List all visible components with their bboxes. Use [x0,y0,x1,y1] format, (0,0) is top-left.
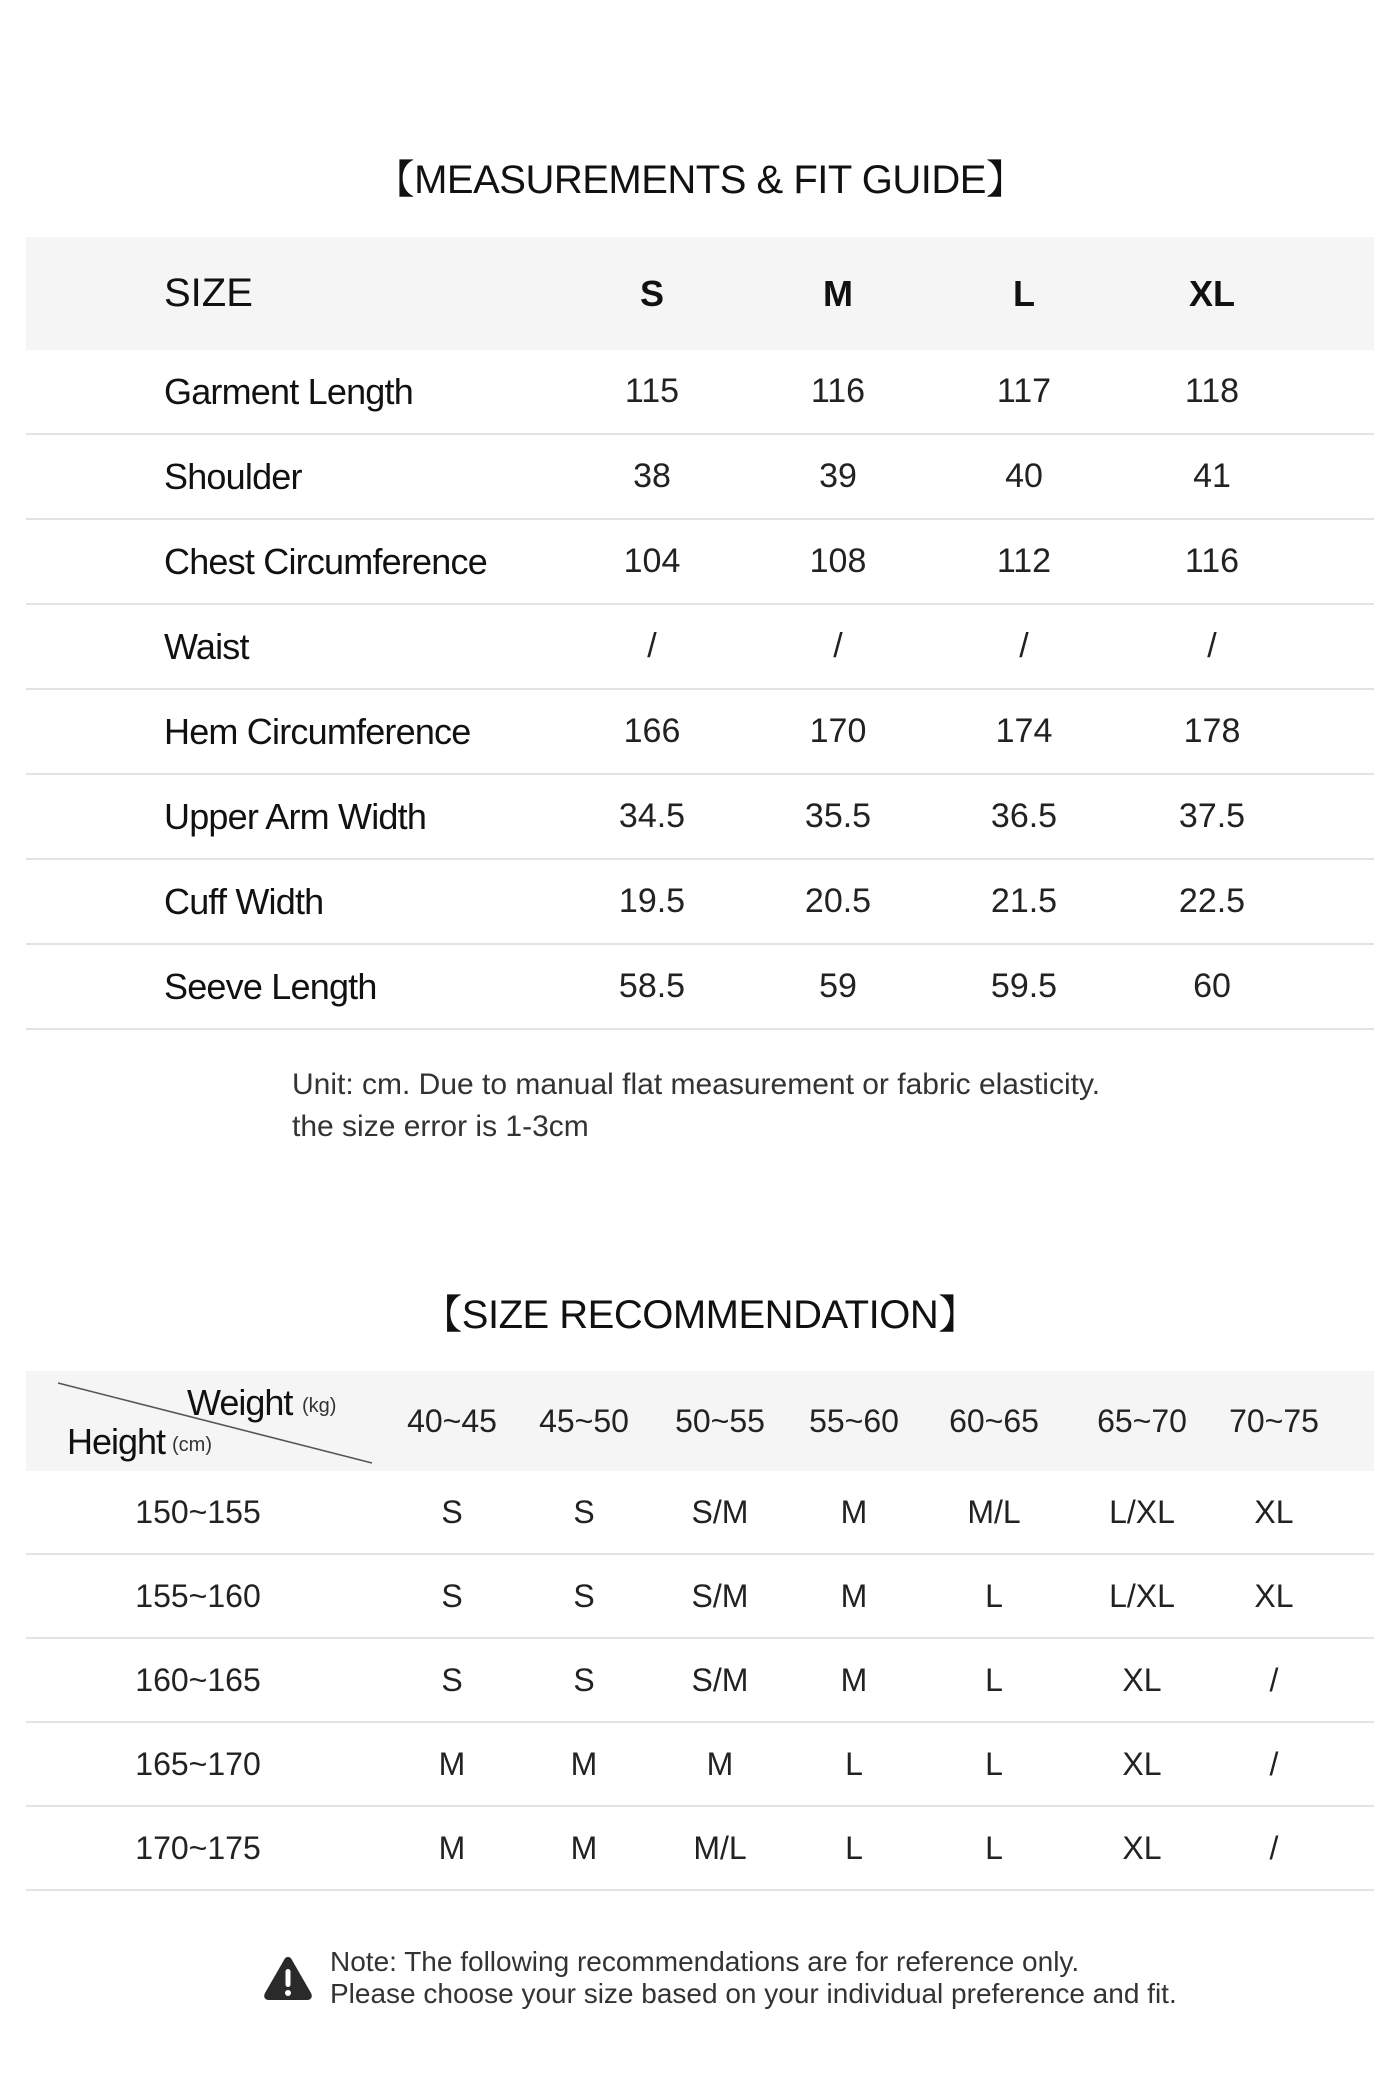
table-cell: S [441,1577,463,1614]
table-cell: 166 [623,712,681,750]
size-header-l: L [1013,272,1035,314]
table-cell: L [845,1745,863,1782]
table-cell: M/L [693,1829,747,1866]
row-label: Cuff Width [164,880,324,922]
table-cell: / [1019,627,1029,665]
height-cell: 150~155 [135,1493,261,1530]
height-unit: (cm) [172,1434,212,1456]
weight-column-header: 65~70 [1097,1402,1187,1439]
measurements-title: 【MEASUREMENTS & FIT GUIDE】 [374,158,1026,202]
table-cell: L [985,1829,1003,1866]
height-cell: 165~170 [135,1745,261,1782]
unit-note-line: the size error is 1-3cm [292,1110,589,1143]
weight-column-header: 40~45 [407,1402,497,1439]
weight-column-header: 70~75 [1229,1402,1319,1439]
table-cell: 41 [1193,457,1231,495]
row-label: Shoulder [164,455,302,497]
row-label: Seeve Length [164,965,377,1007]
table-cell: 59.5 [990,967,1058,1005]
table-cell: M/L [967,1493,1021,1530]
table-cell: L [985,1577,1003,1614]
table-row [26,1639,1374,1723]
measurements-table [26,237,1374,1030]
table-cell: S [441,1661,463,1698]
size-header-s: S [639,272,664,314]
height-label: Height [67,1421,166,1462]
table-cell: M [840,1493,868,1530]
table-cell: 174 [995,712,1053,750]
table-row [26,1471,1374,1555]
table-cell: M [840,1577,868,1614]
table-row [26,1555,1374,1639]
height-cell: 155~160 [135,1577,261,1614]
table-cell: S/M [691,1493,749,1530]
table-cell: S [441,1493,463,1530]
table-cell: 22.5 [1178,882,1246,920]
table-row [26,1807,1374,1891]
table-cell: 21.5 [990,882,1058,920]
table-cell: 112 [996,542,1052,580]
table-cell: 60 [1193,967,1231,1005]
table-cell: 170 [809,712,867,750]
table-cell: M [438,1829,466,1866]
table-cell: / [1269,1829,1279,1866]
weight-column-header: 55~60 [809,1402,899,1439]
table-cell: XL [1254,1493,1294,1530]
table-cell: 20.5 [804,882,872,920]
table-cell: / [1207,627,1217,665]
table-cell: L [985,1745,1003,1782]
recommendation-header-row [26,1371,1374,1471]
weight-column-header: 60~65 [949,1402,1039,1439]
row-label: Chest Circumference [164,540,487,582]
note-text [330,1946,1177,2010]
table-cell: 37.5 [1178,797,1246,835]
table-cell: L [845,1829,863,1866]
table-cell: XL [1122,1829,1162,1866]
table-cell: 19.5 [618,882,686,920]
table-cell: 58.5 [618,967,686,1005]
table-cell: 115 [624,372,680,410]
table-cell: 40 [1005,457,1043,495]
table-cell: XL [1122,1745,1162,1782]
table-cell: / [1269,1661,1279,1698]
table-cell: 118 [1184,372,1240,410]
table-cell: L/XL [1109,1577,1175,1614]
table-cell: L [985,1661,1003,1698]
note-line: Note: The following recommendations are for reference only. [330,1946,1080,1977]
size-header-m: M [823,272,853,314]
table-cell: 178 [1183,712,1241,750]
table-cell: L/XL [1109,1493,1175,1530]
note-line: Please choose your size based on your individual preference and fit. [330,1978,1177,2009]
table-cell: / [833,627,843,665]
table-cell: XL [1254,1577,1294,1614]
table-cell: 104 [623,542,681,580]
table-cell: S [573,1577,595,1614]
table-cell: 38 [633,457,671,495]
table-cell: 117 [996,372,1052,410]
table-cell: 108 [809,542,867,580]
table-cell: 35.5 [804,797,872,835]
table-row [26,520,1374,605]
table-cell: S/M [691,1577,749,1614]
table-cell: 116 [810,372,866,410]
table-row [26,945,1374,1030]
row-label: Hem Circumference [164,710,471,752]
table-cell: 34.5 [618,797,686,835]
row-label: Waist [164,625,249,667]
measurements-header-row [26,237,1374,350]
table-row [26,1723,1374,1807]
size-header-xl: XL [1188,272,1235,314]
weight-column-header: 50~55 [675,1402,765,1439]
size-header-label: SIZE [164,271,253,315]
table-row [26,435,1374,520]
table-row [26,860,1374,945]
table-cell: M [706,1745,734,1782]
table-cell: M [840,1661,868,1698]
height-cell: 170~175 [135,1829,261,1866]
warning-icon [262,1954,314,2002]
table-cell: / [1269,1745,1279,1782]
recommendation-table [26,1371,1374,1891]
table-row [26,350,1374,435]
row-label: Upper Arm Width [164,795,427,837]
table-cell: S [573,1661,595,1698]
table-row [26,775,1374,860]
table-cell: 36.5 [990,797,1058,835]
unit-note [292,1064,1100,1148]
table-cell: 116 [1184,542,1240,580]
table-cell: M [438,1745,466,1782]
table-cell: 39 [819,457,857,495]
table-cell: / [647,627,657,665]
weight-unit: (kg) [302,1395,337,1417]
table-cell: M [570,1745,598,1782]
unit-note-line: Unit: cm. Due to manual flat measurement or fabric elasticity. [292,1068,1101,1101]
table-row [26,690,1374,775]
weight-column-header: 45~50 [539,1402,629,1439]
table-cell: S [573,1493,595,1530]
table-row [26,605,1374,690]
recommendation-title: 【SIZE RECOMMENDATION】 [422,1293,978,1337]
table-cell: 59 [819,967,857,1005]
table-cell: S/M [691,1661,749,1698]
table-cell: M [570,1829,598,1866]
height-cell: 160~165 [135,1661,261,1698]
row-label: Garment Length [164,370,413,412]
table-cell: XL [1122,1661,1162,1698]
weight-label: Weight [187,1382,293,1423]
